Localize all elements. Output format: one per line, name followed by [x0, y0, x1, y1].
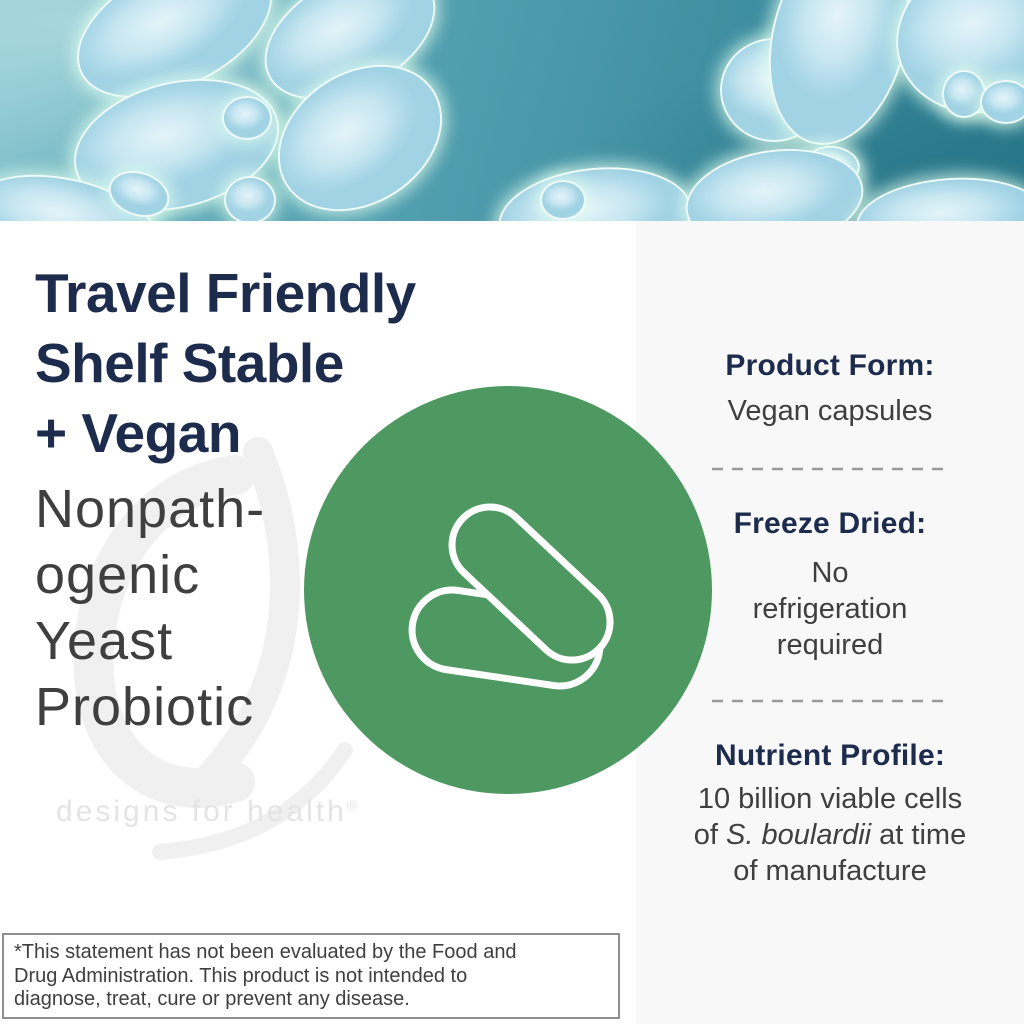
headline-line3: + Vegan	[35, 402, 241, 464]
yeast-cell	[493, 158, 696, 221]
yeast-cell	[853, 172, 1024, 221]
yeast-cell-bud	[980, 80, 1024, 124]
yeast-cell-bud	[942, 70, 986, 118]
subheadline-line4: Probiotic	[35, 677, 255, 737]
product-form-body: Vegan capsules	[727, 395, 933, 427]
brand-wordmark	[56, 795, 357, 829]
nutrient-line2-pre: of	[693, 819, 727, 851]
dashed-divider	[712, 699, 948, 703]
fda-disclaimer-box	[2, 933, 620, 1019]
freeze-dried-line2: refrigeration	[752, 593, 908, 625]
nutrient-line3: of manufacture	[733, 855, 927, 887]
nutrient-line2-post: at time	[871, 819, 967, 851]
registered-trademark-symbol: ®	[346, 797, 358, 813]
nutrient-profile-heading: Nutrient Profile:	[714, 739, 946, 772]
nutrient-line1: 10 billion viable cells	[697, 783, 963, 815]
disclaimer-line2: Drug Administration. This product is not intended to	[14, 964, 468, 987]
disclaimer-line3: diagnose, treat, cure or prevent any disease.	[14, 988, 410, 1010]
species-name-italic: S. boulardii	[726, 819, 872, 851]
subheadline-line3: Yeast	[35, 611, 174, 671]
subheadline-line1: Nonpath-	[35, 479, 266, 539]
brand-name: designs for health	[56, 795, 347, 828]
nutrient-profile-body	[636, 781, 1024, 889]
yeast-cells-banner	[0, 0, 1024, 221]
freeze-dried-line1: No	[811, 557, 849, 589]
subheadline-line2: ogenic	[35, 545, 201, 605]
left-text-block	[35, 258, 416, 740]
freeze-dried-heading: Freeze Dried:	[733, 507, 927, 540]
yeast-cell-bud	[222, 96, 272, 140]
headline-line2: Shelf Stable	[35, 332, 344, 394]
headline-line1: Travel Friendly	[35, 262, 416, 324]
disclaimer-line1: *This statement has not been evaluated by the Food and	[14, 941, 517, 963]
dashed-divider	[712, 467, 948, 471]
freeze-dried-line3: required	[776, 629, 884, 661]
yeast-cell-bud	[224, 176, 276, 221]
product-form-heading: Product Form:	[725, 349, 935, 382]
yeast-cell-bud	[540, 180, 586, 220]
headline	[35, 258, 416, 468]
subheadline	[35, 476, 416, 740]
